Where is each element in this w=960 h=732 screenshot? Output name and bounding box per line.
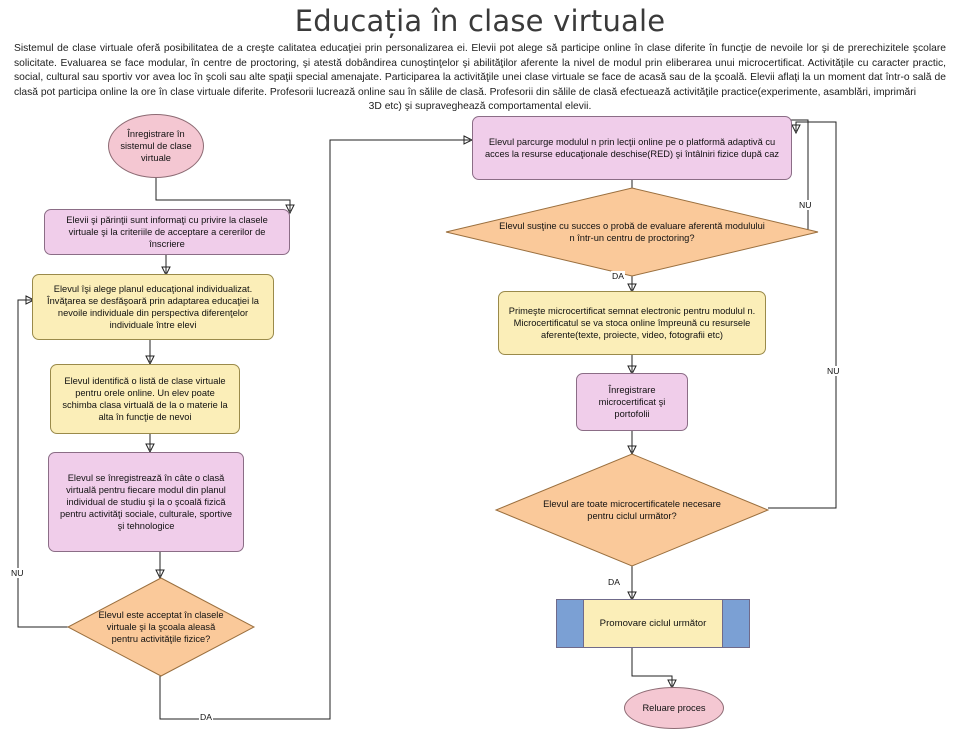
edge-label-acceptat-da: DA (200, 712, 212, 722)
edge-label-proba-nu: NU (799, 200, 812, 210)
node-label: Elevul are toate microcertificatele necesare pentru ciclul următor? (543, 498, 721, 521)
node-lista-clase[interactable] (50, 364, 240, 434)
page-title: Educația în clase virtuale (294, 4, 666, 38)
node-label: Elevul îşi alege planul educaţional individualizat. Învăţarea se desfăşoară prin adaptarea educaţiei la nevoile individuale din perspectiva diferenţelor individuale între elevi (47, 283, 259, 331)
node-inregistrare-clasa[interactable] (48, 452, 244, 552)
node-plan-educational[interactable] (32, 274, 274, 340)
node-decision-proba[interactable] (446, 188, 818, 276)
node-label: Elevul parcurge modulul n prin lecţii online pe o platformă adaptivă cu acces la resurse educaţionale deschise(RED) şi întâlniri fizice după caz (484, 136, 780, 159)
node-start[interactable] (108, 114, 204, 178)
node-label: Primeşte microcertificat semnat electronic pentru modulul n. Microcertificatul se va stoca online împreună cu resursele aferente(texte, proiecte, video, fotografii etc) (508, 305, 756, 341)
node-decision-toate-microcertificate[interactable] (496, 454, 768, 566)
edge-label-proba-da: DA (612, 271, 624, 281)
node-reluare-proces[interactable] (624, 687, 724, 729)
bar-right-cap (722, 600, 749, 647)
node-parcurge-modul[interactable] (472, 116, 792, 180)
bar-left-cap (557, 600, 584, 647)
node-label: Elevul este acceptat în clasele virtuale şi la şcoala aleasă pentru activităţile fizice? (98, 609, 224, 645)
intro-text: Sistemul de clase virtuale oferă posibilitatea de a creşte calitatea educaţiei prin personalizarea ei. Elevii pot alege să participe online în clase diferite în funcţie de nevoile lor şi de prerechizitele şcolare solicitate. Evaluarea se face modular, în centre de proctoring, şi atestă dobândirea cunoştinţelor şi abilităţilor aferente la nivel de modul prin eliberarea unui microcertificat. Activităţile cu caracter practic, social, cultural sau sportiv vor avea loc în şcoli sau alte spaţii special amenajate. Participarea la activităţile unei clase virtuale se face de acasă sau de la şcoală. Elevii aflaţi la un moment dat într-o sală de clasă pot participa online la ore în clase virtuale diferite. Profesorii lucrează online sau în sălile de clasă. Profesorii din sălile de clasă efectuează activităţile practice(experimente, asamblări, imprimări (14, 43, 946, 98)
edge-label-acceptat-nu: NU (11, 568, 24, 578)
node-label: Elevii şi părinţii sunt informaţi cu privire la clasele virtuale şi la criteriile de acceptare a cererilor de înscriere (66, 214, 268, 250)
edge-label-toate-da: DA (608, 577, 620, 587)
intro-text-last-line: 3D etc) şi supraveghează comportamental elevii. (368, 101, 592, 113)
node-label: Elevul identifică o listă de clase virtuale pentru orele online. Un elev poate schimba clasa virtuală de la o materie la alta în funcţie de nevoi (62, 375, 228, 423)
node-informare[interactable] (44, 209, 290, 255)
node-decision-acceptat[interactable] (68, 578, 254, 676)
node-label: Elevul se înregistrează în câte o clasă virtuală pentru fiecare modul din planul individual de studiu şi la o şcoală fizică pentru activităţi sociale, culturale, sportive şi tehnologice (59, 472, 233, 532)
node-label: Înregistrare microcertificat şi portofolii (598, 384, 666, 420)
edge-label-toate-nu: NU (827, 366, 840, 376)
node-promovare[interactable] (556, 599, 750, 648)
node-label: Elevul susţine cu succes o probă de evaluare aferentă modulului n într-un centru de proctoring? (499, 220, 765, 243)
node-label: Promovare ciclul următor (599, 618, 707, 629)
node-inregistrare-microcertificat[interactable] (576, 373, 688, 431)
node-label: Înregistrare în sistemul de clase virtuale (120, 128, 192, 164)
node-microcertificat[interactable] (498, 291, 766, 355)
node-label: Reluare proces (642, 702, 706, 713)
